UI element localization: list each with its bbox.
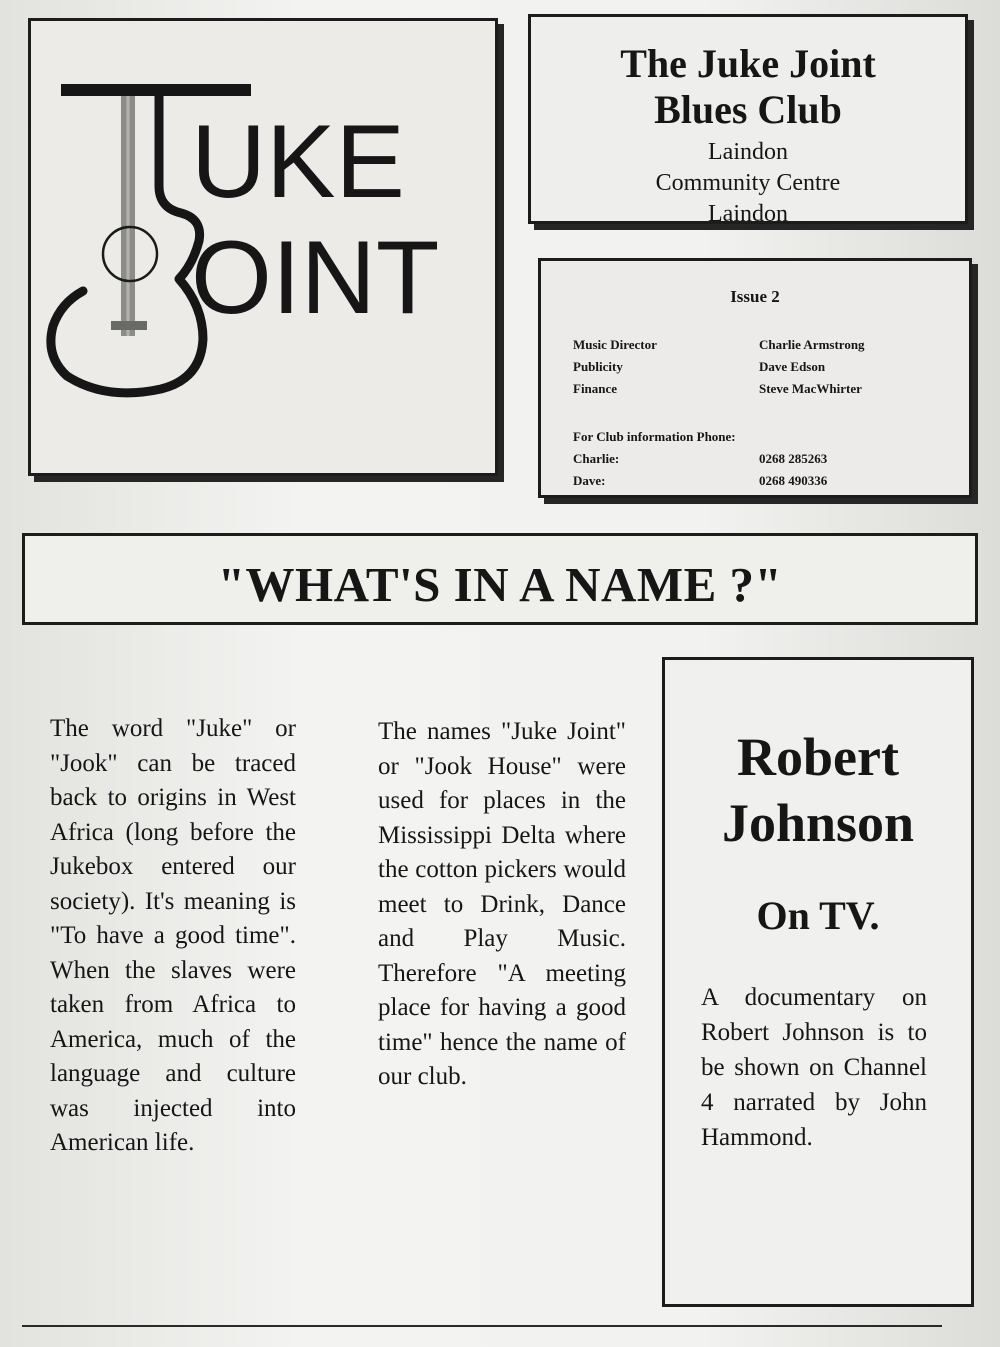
club-location-line1: Laindon: [708, 139, 788, 165]
logo-box: [28, 18, 498, 476]
phone-contact: Dave:: [573, 473, 606, 488]
logo-text-uke: UKE: [191, 104, 405, 220]
sidebar-box: [662, 657, 974, 1307]
club-name: [531, 41, 965, 133]
phone-number: 0268 490336: [759, 473, 828, 488]
bottom-divider: [22, 1325, 942, 1327]
staff-role: Publicity: [573, 359, 623, 374]
staff-role: Finance: [573, 381, 618, 396]
headline: "WHAT'S IN A NAME ?": [217, 557, 783, 612]
sidebar-subtitle: On TV.: [756, 893, 880, 938]
sidebar-title: [665, 724, 971, 856]
issue-info-box: Issue 2 Music Director Charlie Armstrong Publicity Dave Edson Finance Steve MacWhirter For Club information Phone: Charlie: 0268 285263 Dave: 0268 490336: [538, 258, 972, 498]
juke-joint-logo: [31, 21, 495, 473]
staff-role: Music Director: [573, 337, 657, 352]
article-column-1: The word "Juke" or "Jook" can be traced back to origins in West Africa (long before the Jukebox entered our society). It's meaning is "To have a good time". When the slaves were taken from Africa to America, much of the language and culture was injected into American life.: [50, 715, 296, 1156]
club-location-line2: Community Centre: [655, 170, 841, 196]
club-location-line3: Laindon: [708, 201, 788, 227]
phone-number: 0268 285263: [759, 451, 828, 466]
club-location: [531, 137, 965, 230]
phone-contact: Charlie:: [573, 451, 620, 466]
staff-name: Steve MacWhirter: [759, 381, 862, 396]
staff-name: Charlie Armstrong: [759, 337, 865, 352]
article-column-2: The names "Juke Joint" or "Jook House" were used for places in the Mississippi Delta where the cotton pickers would meet to Drink, Dance and Play Music. Therefore "A meeting place for having a good time" hence the name of our club.: [378, 718, 626, 1090]
sidebar-title-line1: Robert: [737, 727, 899, 787]
club-info-box: [528, 14, 968, 227]
logo-text-oint: OINT: [191, 220, 440, 336]
club-name-line1: The Juke Joint: [620, 41, 876, 86]
sidebar-body: A documentary on Robert Johnson is to be shown on Channel 4 narrated by John Hammond.: [701, 984, 927, 1151]
sidebar-title-line2: Johnson: [721, 793, 915, 853]
club-name-line2: Blues Club: [654, 87, 842, 132]
issue-title: Issue 2: [730, 287, 780, 306]
staff-name: Dave Edson: [759, 359, 826, 374]
headline-box: [22, 533, 978, 625]
